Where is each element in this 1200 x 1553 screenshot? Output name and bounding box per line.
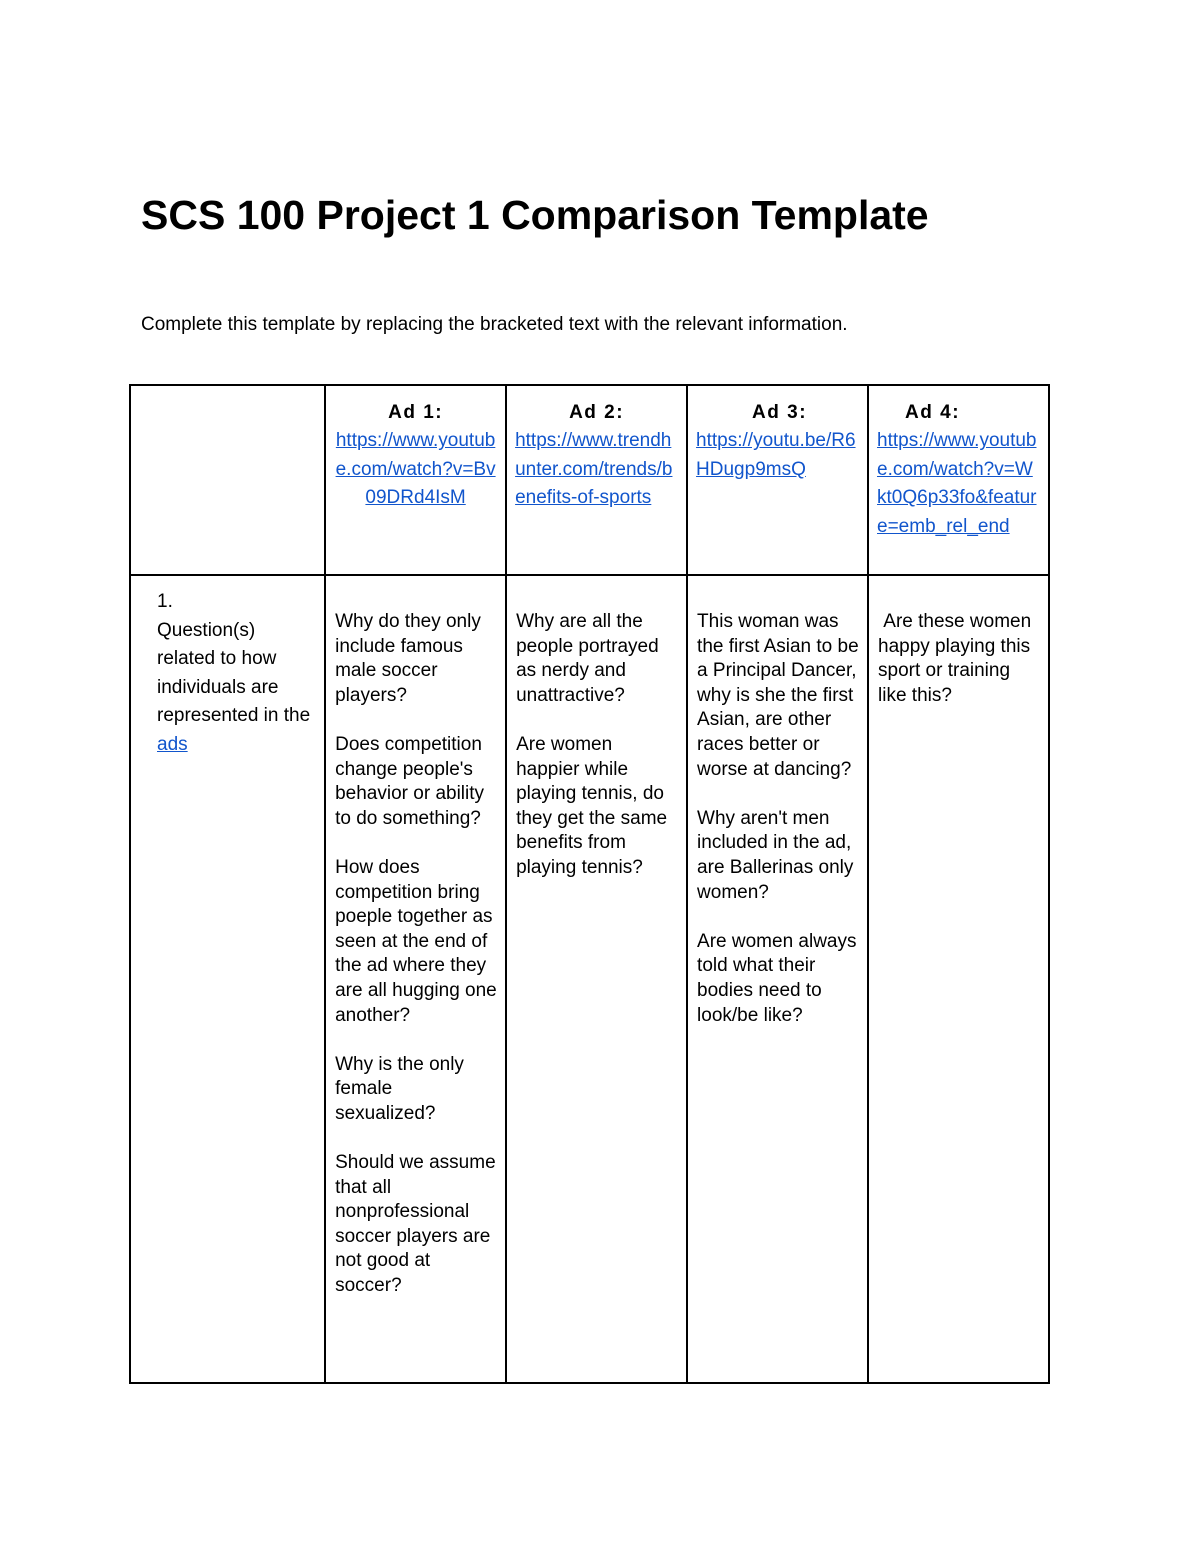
ad-3-label: Ad 3: (752, 402, 808, 423)
ad-2-question: Why are all the people portrayed as nerdy and unattractive? (516, 611, 659, 706)
ad-1-link[interactable]: https://www.youtube.com/watch?v=Bv09DRd4IsM (335, 430, 496, 509)
question-label-text: Question(s) related to how individuals are represented in the (157, 619, 311, 727)
ad-1-question: How does competition bring poeple together as seen at the end of the ad where they are all hugging one another? (335, 856, 497, 1026)
ad-2-question: Are women happier while playing tennis, do they get the same benefits from playing tennis? (516, 733, 668, 878)
ad-2-header-cell (506, 385, 687, 575)
ad-1-question: Why is the only female sexualized? (335, 1053, 464, 1124)
ad-4-link[interactable]: https://www.youtube.com/watch?v=Wkt0Q6p33fo&feature=emb_rel_end (877, 430, 1037, 537)
ad-4-question: Are these women happy playing this sport or training like this? (878, 611, 1037, 706)
page-title: SCS 100 Project 1 Comparison Template (141, 192, 929, 238)
ad-1-questions-cell (325, 575, 506, 1383)
ad-3-question: Why aren't men included in the ad, are Ballerinas only women? (697, 807, 854, 903)
empty-corner-cell (130, 385, 325, 575)
ad-4-label: Ad 4: (905, 402, 961, 423)
ads-link[interactable]: ads (157, 733, 188, 755)
instructions-text: Complete this template by replacing the bracketed text with the relevant information. (141, 314, 848, 335)
ad-3-question: This woman was the first Asian to be a Principal Dancer, why is she the first Asian, are other races better or worse at dancing? (697, 611, 859, 780)
ad-2-questions-cell (506, 575, 687, 1383)
ad-3-questions-cell (687, 575, 868, 1383)
ad-3-question: Are women always told what their bodies need to look/be like? (697, 930, 857, 1026)
ad-1-question: Why do they only include famous male soccer players? (335, 611, 481, 706)
question-number: 1. (157, 591, 173, 612)
ad-3-link[interactable]: https://youtu.be/R6HDugp9msQ (696, 430, 856, 480)
ad-2-label: Ad 2: (569, 402, 625, 423)
ad-1-question: Does competition change people's behavior or ability to do something? (335, 733, 485, 829)
ad-1-label: Ad 1: (388, 402, 444, 423)
table-header-row (130, 385, 1049, 575)
ad-4-header-cell (868, 385, 1049, 575)
ad-4-questions-cell (868, 575, 1049, 1383)
ad-3-header-cell (687, 385, 868, 575)
comparison-table (129, 384, 1050, 1384)
table-row (130, 575, 1049, 1383)
ad-1-header-cell (325, 385, 506, 575)
ad-2-link[interactable]: https://www.trendhunter.com/trends/benefits-of-sports (515, 430, 673, 509)
ad-1-question: Should we assume that all nonprofessional soccer players are not good at soccer? (335, 1152, 496, 1297)
question-label-cell (130, 575, 325, 1383)
